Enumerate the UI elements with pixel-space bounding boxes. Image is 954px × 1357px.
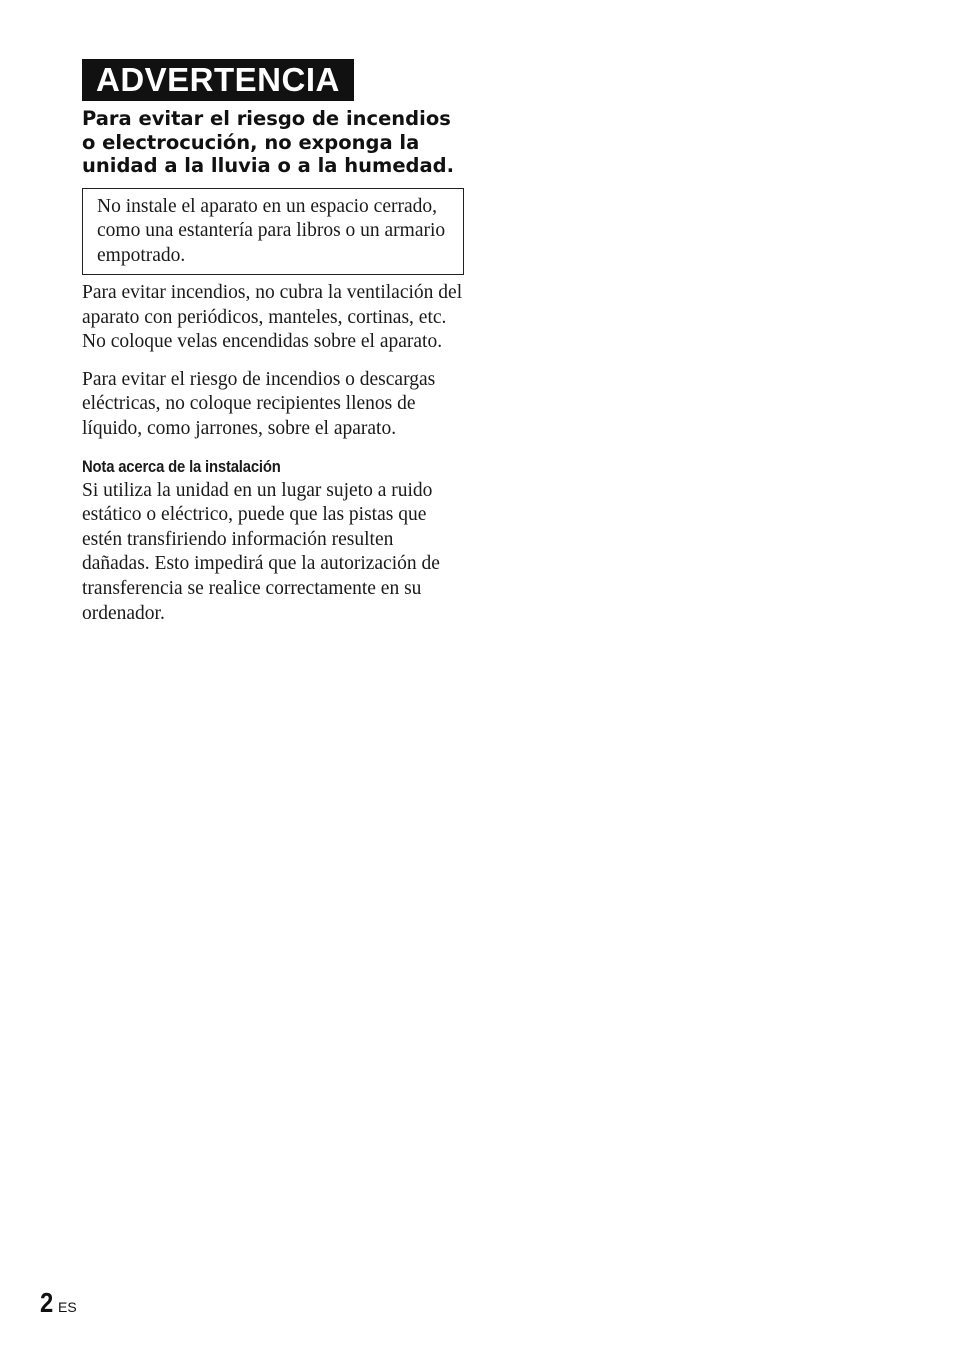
ventilation-paragraph: Para evitar incendios, no cubra la ventilación del aparato con periódicos, manteles, cortinas, etc. No coloque velas encendidas sobre el aparato. — [82, 282, 463, 353]
main-column — [82, 59, 464, 626]
boxed-installation-warning: No instale el aparato en un espacio cerrado, como una estantería para libros o un armario empotrado. — [82, 188, 464, 276]
installation-note-heading: Nota acerca de la instalación — [82, 457, 281, 476]
language-code: ES — [58, 1299, 77, 1315]
page-footer — [40, 1287, 77, 1319]
warning-banner: ADVERTENCIA — [82, 59, 354, 101]
warning-lead-text: Para evitar el riesgo de incendios o electrocución, no exponga la unidad a la lluvia o a la humedad. — [82, 107, 455, 177]
page-number: 2 — [40, 1287, 54, 1318]
installation-note-text: Si utiliza la unidad en un lugar sujeto a ruido estático o eléctrico, puede que las pistas que estén transfiriendo información resulten dañadas. Esto impedirá que la autorización de transferencia se realice correctamente en su ordenador. — [82, 479, 440, 624]
liquid-paragraph: Para evitar el riesgo de incendios o descargas eléctricas, no coloque recipientes llenos de líquido, como jarrones, sobre el aparato. — [82, 368, 436, 439]
